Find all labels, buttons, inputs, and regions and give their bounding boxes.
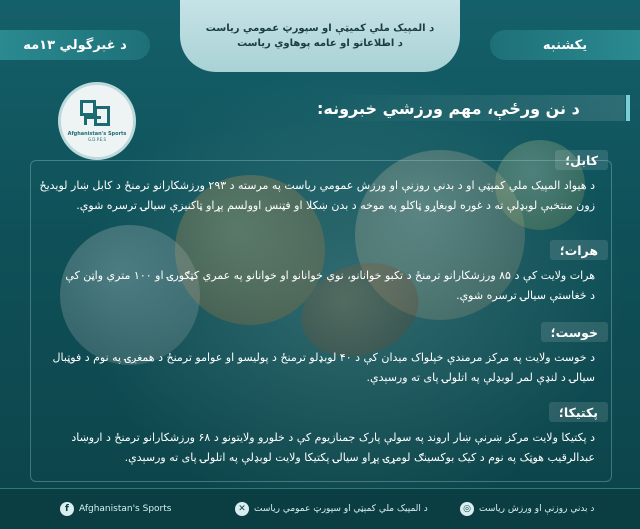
logo-mark-icon [80,100,114,128]
footer-bar [0,488,640,529]
kabul-line-2: زون منتخبې لوبډلې ته د غوره لوبغاړو ټاکلو په موخه د بدن ښکلا او فټنس اوولسم پړاو ټاکنیزې سیالۍ ترسره شوې. [76,199,595,212]
footer-facebook[interactable] [60,499,171,519]
herat-line-2: د څغاستې سیالۍ ترسره شوې. [456,289,595,302]
section-body-paktika [45,428,595,468]
footer-x[interactable] [235,499,428,519]
day-text: یکشنبه [542,37,588,53]
org-line-1: د المپيک ملي کميټې او سپورټ عمومي رياست [205,23,435,34]
date-text: د غبرگولي ۱۳مه [23,37,127,53]
title-accent-bar [626,95,630,121]
footer-website-label: د بدني روزنې او ورزش رياست [479,504,595,514]
x-icon: ✕ [235,502,249,516]
footer-website[interactable] [460,499,594,519]
logo-name: Afghanistan's Sports [67,131,127,137]
facebook-icon: f [60,502,74,516]
organization-header [180,0,460,72]
section-heading-khost: خوست؛ [541,322,608,342]
section-heading-kabul: کابل؛ [555,150,608,170]
afghanistan-sports-logo [58,82,136,160]
org-line-2: د اطلاعاتو او عامه پوهاوي رياست [237,38,403,49]
logo-sub: G.D.P.E.S [87,137,107,142]
herat-line-1: هرات ولایت کې د ۸۵ ورزشکارانو ترمنځ د تکبو خوانانو، نوي خوانانو او خوانانو په عمري کټګورۍ او ۱۰۰ متري واټن کې [65,269,595,282]
section-heading-herat: هرات؛ [550,240,608,260]
kabul-line-1: د هیواد المپیک ملي کمېټي او د بدني روزنې او ورزش عمومي ریاست په مرسته د ۲۹۳ ورزشکارانو ترمنځ د کابل ښار لویدیځ [39,179,595,192]
main-title: د نن ورځې، مهم ورزشي خبرونه: [317,95,625,121]
paktika-line-2: عبدالرقیب هوټک په نوم د کیک بوکسینګ لومړۍ پړاو سیالۍ پکتیکا ولایت لوبډلې په اتلولۍ پای ته ورسېدې. [124,451,595,464]
globe-icon: ◎ [460,502,474,516]
section-body-khost [45,348,595,388]
date-badge [0,30,150,60]
khost-line-1: د خوست ولایت په مرکز مرمندې خپلواک میدان کې د ۴۰ لوبډلو ترمنځ د پولیسو او عوامو ترمنځ د همغږۍ په نوم د فوټبال [52,351,595,364]
section-body-herat [45,266,595,306]
day-badge [490,30,640,60]
footer-x-label: د المپیک ملي کمېټي او سپورټ عمومي رياست [254,504,428,514]
khost-line-2: سیالۍ د لنډې لمر لوبډلې په اتلولۍ پای ته ورسېدې. [366,371,595,384]
paktika-line-1: د پکتیکا ولایت مرکز ښرنې ښار اروند په سولې پارک جمنازیوم کې د خلورو ولایتونو د ۶۸ ورزشکارانو ترمنځ د اروښاد [71,431,595,444]
section-body-kabul [39,176,595,216]
section-heading-paktika: پکتیکا؛ [549,402,608,422]
footer-facebook-label: Afghanistan's Sports [79,504,172,514]
